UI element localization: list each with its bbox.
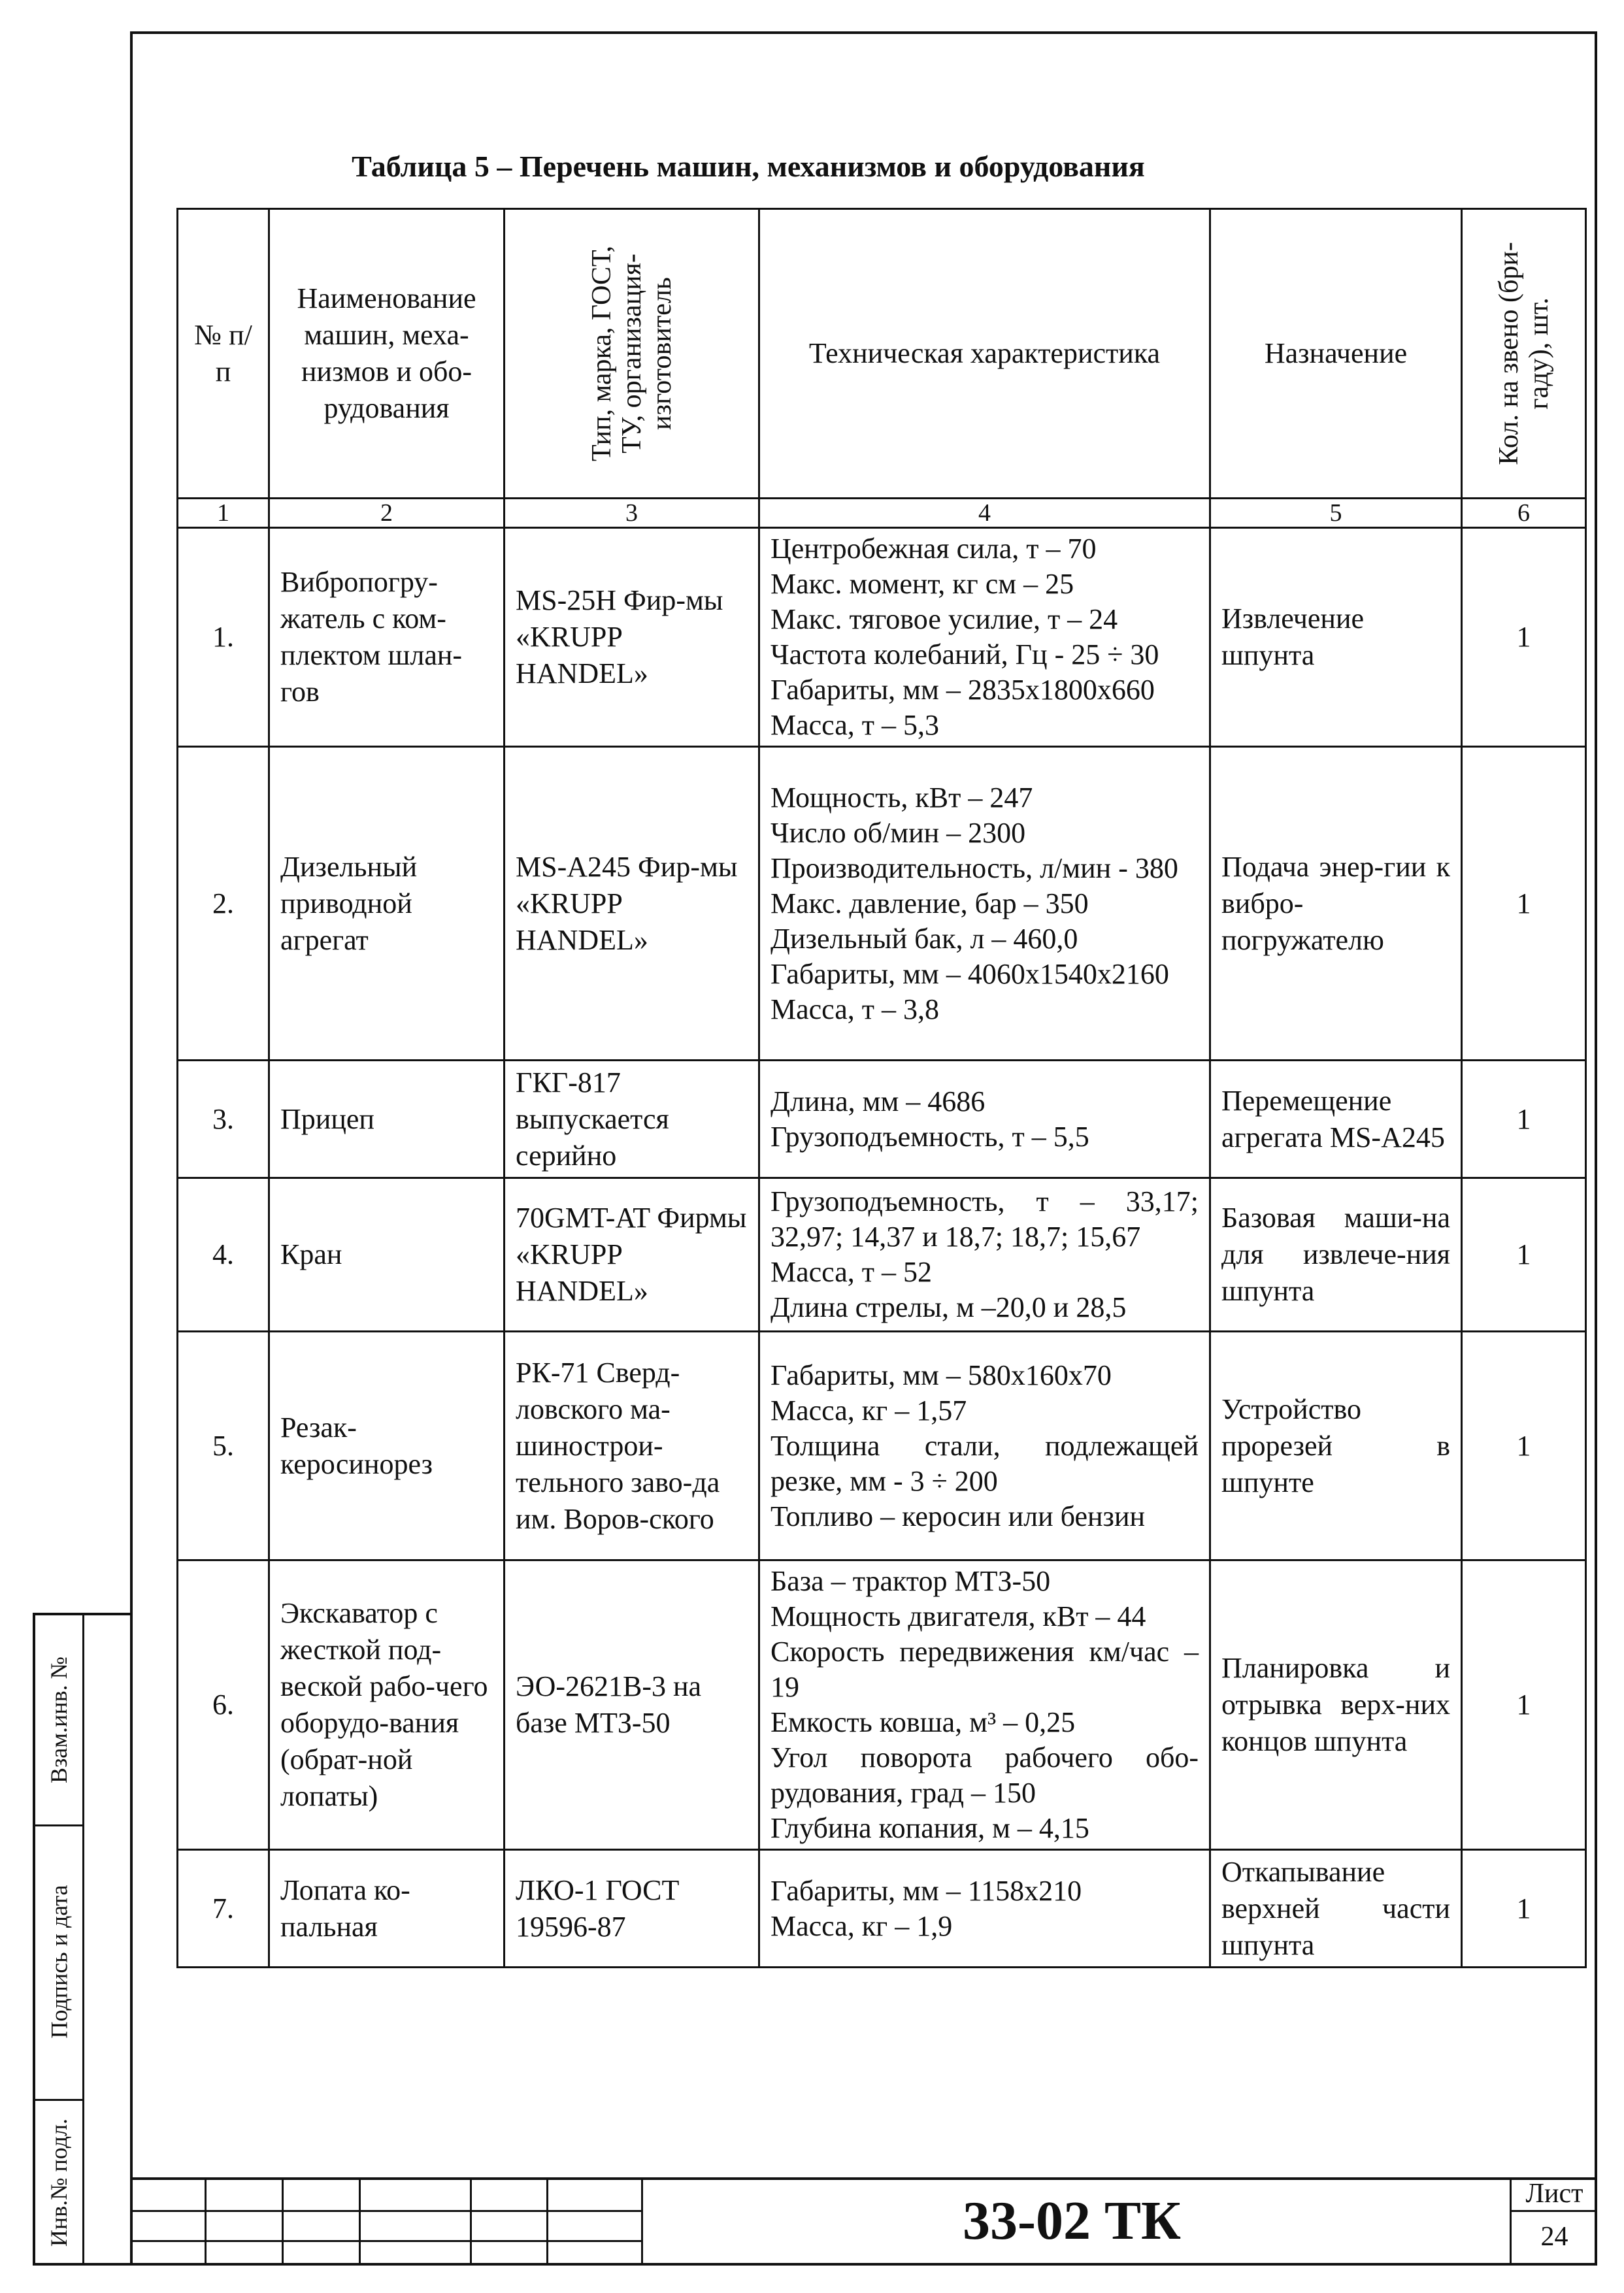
row-number: 4. bbox=[178, 1178, 269, 1332]
vzam-inv-text: Взам.инв. № bbox=[46, 1657, 72, 1783]
tech-spec-line: Масса, т – 3,8 bbox=[771, 993, 940, 1025]
column-number: 5 bbox=[1210, 499, 1462, 528]
row-tech-specs bbox=[759, 1332, 1210, 1560]
column-number-row bbox=[178, 499, 1586, 528]
column-number: 6 bbox=[1462, 499, 1586, 528]
row-tech-specs bbox=[759, 1178, 1210, 1332]
side-stamp-divider bbox=[82, 1615, 84, 2263]
row-quantity: 1 bbox=[1462, 1560, 1586, 1850]
table-row bbox=[178, 1332, 1586, 1560]
row-type: РК-71 Сверд-ловского ма-шинострои-тельного заво-да им. Воров-ского bbox=[505, 1332, 759, 1560]
tech-spec-line: Длина, мм – 4686 bbox=[771, 1085, 986, 1117]
row-quantity: 1 bbox=[1462, 1332, 1586, 1560]
row-name: Резак-керосинорез bbox=[269, 1332, 505, 1560]
tech-spec-line: Макс. момент, кг см – 25 bbox=[771, 568, 1074, 600]
tech-spec-line: Габариты, мм – 1158х210 bbox=[771, 1874, 1082, 1907]
podpis-text: Подпись и дата bbox=[46, 1885, 73, 2039]
header-num: № п/п bbox=[178, 209, 269, 499]
table-row bbox=[178, 1061, 1586, 1178]
row-type: MS-25H Фир-мы «KRUPP HANDEL» bbox=[505, 528, 759, 747]
inv-podl-text: Инв.№ подл. bbox=[46, 2118, 72, 2247]
table-row bbox=[178, 1850, 1586, 1968]
row-type: ЛКО-1 ГОСТ 19596-87 bbox=[505, 1850, 759, 1968]
stamp-cell bbox=[130, 2180, 207, 2266]
header-purpose: Назначение bbox=[1210, 209, 1462, 499]
sheet-box bbox=[1510, 2177, 1597, 2266]
tech-spec-line: Скорость передвижения км/час – 19 bbox=[771, 1636, 1199, 1703]
row-purpose: Планировка и отрывка верх-них концов шпунта bbox=[1210, 1560, 1462, 1850]
row-tech-specs bbox=[759, 1560, 1210, 1850]
column-number: 1 bbox=[178, 499, 269, 528]
stamp-cell bbox=[361, 2180, 472, 2266]
row-purpose: Базовая маши-на для извлече-ния шпунта bbox=[1210, 1178, 1462, 1332]
tech-spec-line: Толщина стали, подлежащей резке, мм - 3 ÷ 200 bbox=[771, 1429, 1199, 1497]
tech-spec-line: Грузоподъемность, т – 5,5 bbox=[771, 1120, 1089, 1153]
tech-spec-line: Масса, т – 52 bbox=[771, 1256, 933, 1288]
row-type: ГКГ-817 выпускается серийно bbox=[505, 1061, 759, 1178]
stamp-line bbox=[130, 2240, 643, 2242]
row-purpose: Откапывание верхней части шпунта bbox=[1210, 1850, 1462, 1968]
row-quantity: 1 bbox=[1462, 1178, 1586, 1332]
table-row bbox=[178, 528, 1586, 747]
row-quantity: 1 bbox=[1462, 747, 1586, 1061]
tech-spec-line: Масса, т – 5,3 bbox=[771, 709, 940, 741]
row-type: 70GMT-AT Фирмы «KRUPP HANDEL» bbox=[505, 1178, 759, 1332]
header-type-line: изготовитель bbox=[646, 277, 677, 430]
document-code: 33-02 ТК bbox=[963, 2190, 1181, 2251]
equipment-table bbox=[176, 208, 1587, 1968]
header-qty-line: Кол. на звено (бри- bbox=[1493, 242, 1524, 465]
row-purpose: Устройство прорезей в шпунте bbox=[1210, 1332, 1462, 1560]
tech-spec-line: Макс. давление, бар – 350 bbox=[771, 887, 1089, 919]
tech-spec-line: Емкость ковша, м³ – 0,25 bbox=[771, 1706, 1076, 1738]
row-tech-specs bbox=[759, 528, 1210, 747]
row-number: 2. bbox=[178, 747, 269, 1061]
tech-spec-line: Частота колебаний, Гц - 25 ÷ 30 bbox=[771, 638, 1159, 670]
row-name: Дизельный приводной агрегат bbox=[269, 747, 505, 1061]
tech-spec-line: Макс. тяговое усилие, т – 24 bbox=[771, 603, 1118, 635]
row-name: Кран bbox=[269, 1178, 505, 1332]
row-name: Лопата ко-пальная bbox=[269, 1850, 505, 1968]
row-tech-specs bbox=[759, 1061, 1210, 1178]
row-quantity: 1 bbox=[1462, 528, 1586, 747]
row-number: 1. bbox=[178, 528, 269, 747]
row-name: Вибропогру-жатель с ком-плектом шлан-гов bbox=[269, 528, 505, 747]
header-name: Наименование машин, меха-низмов и обо-рудования bbox=[269, 209, 505, 499]
header-qty-text bbox=[1494, 242, 1554, 465]
podpis-label bbox=[35, 1824, 82, 2099]
row-tech-specs bbox=[759, 1850, 1210, 1968]
stamp-cell bbox=[472, 2180, 548, 2266]
tech-spec-line: Производительность, л/мин - 380 bbox=[771, 851, 1178, 884]
row-number: 3. bbox=[178, 1061, 269, 1178]
sheet-label: Лист bbox=[1512, 2177, 1597, 2212]
table-row bbox=[178, 1560, 1586, 1850]
row-quantity: 1 bbox=[1462, 1850, 1586, 1968]
row-tech-specs bbox=[759, 747, 1210, 1061]
row-name: Прицеп bbox=[269, 1061, 505, 1178]
tech-spec-line: Топливо – керосин или бензин bbox=[771, 1500, 1146, 1532]
header-type-line: ТУ, организация- bbox=[616, 254, 647, 454]
side-stamp bbox=[33, 1613, 130, 2266]
tech-spec-line: Грузоподъемность, т – 33,17; 32,97; 14,37 и 18,7; 18,7; 15,67 bbox=[771, 1185, 1199, 1253]
tech-spec-line: Габариты, мм – 580х160х70 bbox=[771, 1359, 1112, 1391]
header-type-line: Тип, марка, ГОСТ, bbox=[586, 246, 617, 461]
header-tech: Техническая характеристика bbox=[759, 209, 1210, 499]
tech-spec-line: Дизельный бак, л – 460,0 bbox=[771, 922, 1078, 955]
column-number: 4 bbox=[759, 499, 1210, 528]
row-number: 7. bbox=[178, 1850, 269, 1968]
header-type-text bbox=[586, 246, 676, 461]
tech-spec-line: Габариты, мм – 2835х1800х660 bbox=[771, 674, 1155, 706]
tech-spec-line: Центробежная сила, т – 70 bbox=[771, 533, 1097, 565]
stamp-cell bbox=[548, 2180, 643, 2266]
table-body bbox=[178, 528, 1586, 1968]
row-name: Экскаватор с жесткой под-веской рабо-чего оборудо-вания (обрат-ной лопаты) bbox=[269, 1560, 505, 1850]
table-row bbox=[178, 1178, 1586, 1332]
tech-spec-line: Число об/мин – 2300 bbox=[771, 816, 1026, 849]
row-number: 6. bbox=[178, 1560, 269, 1850]
header-row bbox=[178, 209, 1586, 499]
row-quantity: 1 bbox=[1462, 1061, 1586, 1178]
header-qty bbox=[1462, 209, 1586, 499]
stamp-line bbox=[130, 2210, 643, 2212]
tech-spec-line: Длина стрелы, м –20,0 и 28,5 bbox=[771, 1291, 1127, 1323]
header-type bbox=[505, 209, 759, 499]
tech-spec-line: Габариты, мм – 4060х1540х2160 bbox=[771, 957, 1169, 990]
row-purpose: Перемещение агрегата MS-A245 bbox=[1210, 1061, 1462, 1178]
sheet-number: 24 bbox=[1540, 2222, 1568, 2252]
row-purpose: Подача энер-гии к вибро-погружателю bbox=[1210, 747, 1462, 1061]
stamp-cell bbox=[284, 2180, 361, 2266]
bottom-stamp bbox=[130, 2177, 1597, 2266]
stamp-cell bbox=[207, 2180, 284, 2266]
tech-spec-line: Масса, кг – 1,9 bbox=[771, 1909, 953, 1942]
tech-spec-line: Масса, кг – 1,57 bbox=[771, 1394, 967, 1427]
table-row bbox=[178, 747, 1586, 1061]
column-number: 2 bbox=[269, 499, 505, 528]
row-type: MS-A245 Фир-мы «KRUPP HANDEL» bbox=[505, 747, 759, 1061]
inv-podl-label bbox=[35, 2099, 82, 2266]
tech-spec-line: Глубина копания, м – 4,15 bbox=[771, 1812, 1089, 1844]
tech-spec-line: Угол поворота рабочего обо-рудования, град – 150 bbox=[771, 1741, 1199, 1809]
header-qty-line: гаду), шт. bbox=[1523, 297, 1554, 410]
row-purpose: Извлечение шпунта bbox=[1210, 528, 1462, 747]
table-title: Таблица 5 – Перечень машин, механизмов и оборудования bbox=[352, 150, 1145, 183]
tech-spec-line: Мощность, кВт – 247 bbox=[771, 781, 1033, 814]
row-type: ЭО-2621В-3 на базе МТЗ-50 bbox=[505, 1560, 759, 1850]
tech-spec-line: Мощность двигателя, кВт – 44 bbox=[771, 1600, 1146, 1632]
tech-spec-line: База – трактор МТЗ-50 bbox=[771, 1565, 1051, 1597]
row-number: 5. bbox=[178, 1332, 269, 1560]
vzam-inv-label bbox=[35, 1615, 82, 1824]
column-number: 3 bbox=[505, 499, 759, 528]
